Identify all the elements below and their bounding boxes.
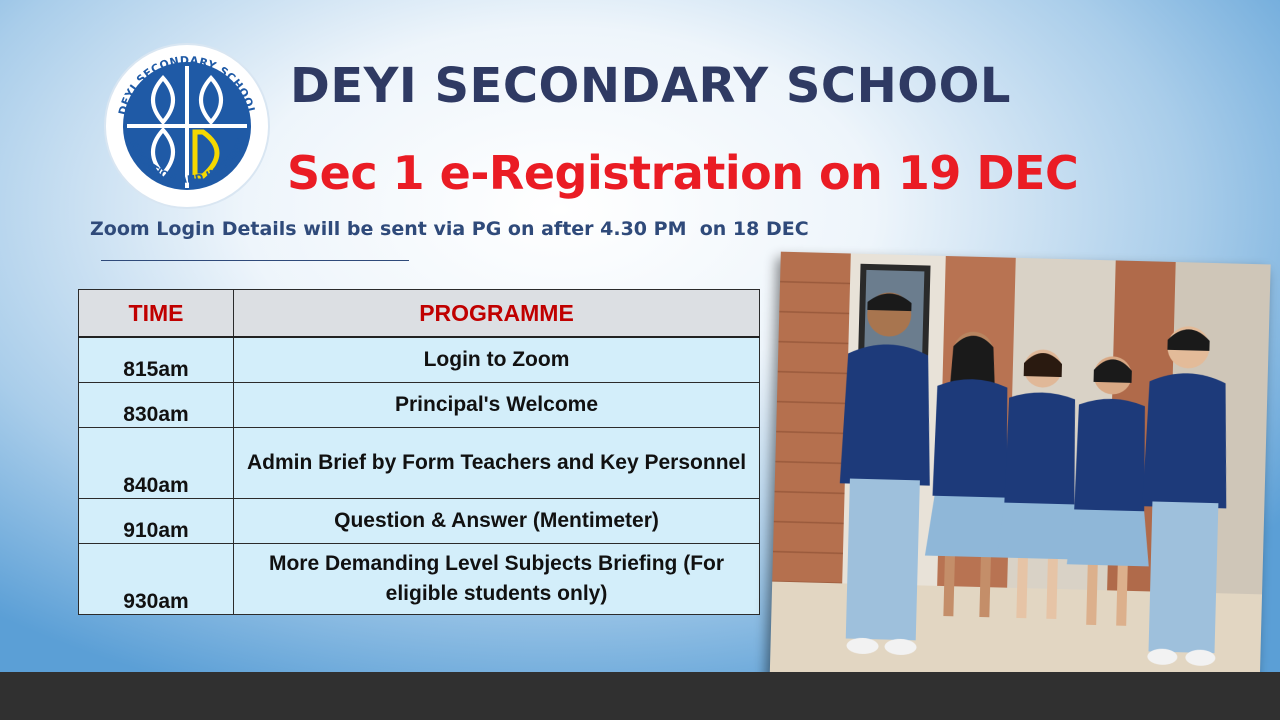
programme-cell: More Demanding Level Subjects Briefing (For eligible students only)	[234, 544, 760, 615]
programme-cell: Admin Brief by Form Teachers and Key Personnel	[234, 428, 760, 499]
school-logo	[103, 42, 271, 210]
school-name: DEYI SECONDARY SCHOOL	[290, 58, 1011, 114]
logo-bottom-text: EDICATION AND INTEGRIT	[127, 137, 248, 186]
table-row	[79, 544, 760, 615]
programme-cell: Question & Answer (Mentimeter)	[234, 499, 760, 544]
programme-cell: Principal's Welcome	[234, 383, 760, 428]
schedule-header-row	[79, 290, 760, 338]
logo-top-text: DEYI SECONDARY SCHOOL	[115, 53, 258, 117]
time-cell: 815am	[79, 337, 234, 383]
time-cell: 930am	[79, 544, 234, 615]
time-column-header: TIME	[79, 290, 234, 338]
programme-cell: Login to Zoom	[234, 337, 760, 383]
time-cell: 830am	[79, 383, 234, 428]
table-row	[79, 499, 760, 544]
table-row	[79, 383, 760, 428]
event-title: Sec 1 e-Registration on 19 DEC	[287, 146, 1079, 200]
table-row	[79, 337, 760, 383]
students-photo	[769, 252, 1270, 705]
time-cell: 840am	[79, 428, 234, 499]
bottom-bar	[0, 672, 1280, 720]
divider-line	[101, 260, 409, 261]
programme-column-header: PROGRAMME	[234, 290, 760, 338]
time-cell: 910am	[79, 499, 234, 544]
zoom-login-note: Zoom Login Details will be sent via PG on after 4.30 PM on 18 DEC	[90, 218, 809, 240]
table-row	[79, 428, 760, 499]
schedule-table	[78, 289, 760, 615]
